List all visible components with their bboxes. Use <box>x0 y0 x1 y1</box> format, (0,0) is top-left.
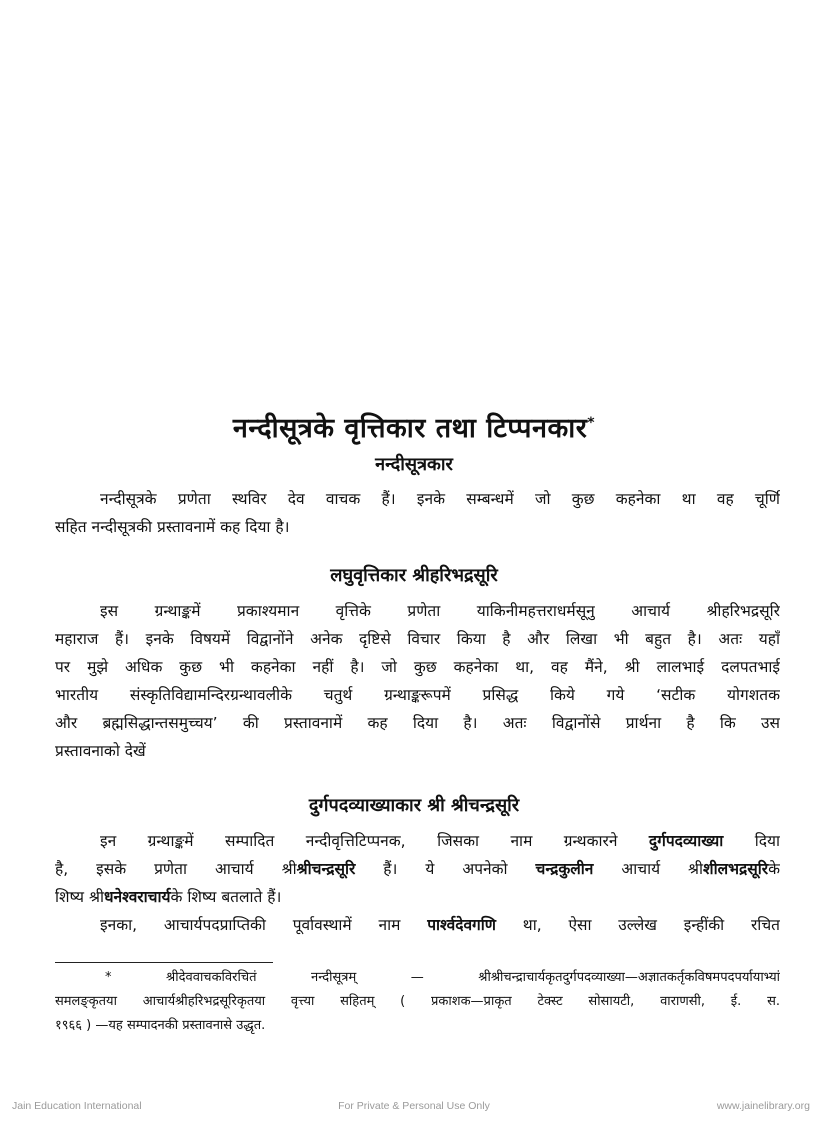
title-footnote-mark: * <box>587 415 596 431</box>
footnote-line: समलङ्कृतया आचार्यश्रीहरिभद्रसूरिकृतया वृत्त्या सहितम् ( प्रकाशक—प्राकृत टेक्स्ट सोसायटी, वाराणसी, ई. स. <box>55 994 780 1009</box>
text-line: नन्दीसूत्रके प्रणेता स्थविर देव वाचक हैं। इनके सम्बन्धमें जो कुछ कहनेका था वह चूर्णि <box>100 490 780 508</box>
text-line: प्रस्तावनाको देखें <box>55 742 146 760</box>
emphasized-name: दुर्गपदव्याख्या <box>648 832 724 850</box>
footnote <box>55 966 780 1038</box>
text-line: महाराज हैं। इनके विषयमें विद्वानोंने अनेक दृष्टिसे विचार किया है और लिखा भी बहुत है। अतः यहाँ <box>55 630 780 648</box>
text-line: भारतीय संस्कृतिविद्यामन्दिरग्रन्थावलीके चतुर्थ ग्रन्थाङ्करूपमें प्रसिद्ध किये गये ‘सटीक योगशतक <box>55 686 780 704</box>
emphasized-name: धनेश्वराचार्य <box>103 888 171 906</box>
page-title <box>0 408 828 445</box>
text-line: इस ग्रन्थाङ्कमें प्रकाश्यमान वृत्तिके प्रणेता याकिनीमहत्तराधर्मसूनु आचार्य श्रीहरिभद्रसूरि <box>100 602 780 620</box>
emphasized-name: शीलभद्रसूरि <box>703 860 769 878</box>
footnote-line: १९६६ ) —यह सम्पादनकी प्रस्तावनासे उद्धृत. <box>55 1018 266 1033</box>
paragraph-durgapadvyakhyakar <box>55 827 780 939</box>
text-line: और ब्रह्मसिद्धान्तसमुच्चय’ की प्रस्तावनामें कह दिया है। अतः विद्वानोंसे प्रार्थना है कि उस <box>55 714 780 732</box>
text-line: सहित नन्दीसूत्रकी प्रस्तावनामें कह दिया है। <box>55 518 290 536</box>
section-heading-laghuvrittikar: लघुवृत्तिकार श्रीहरिभद्रसूरि <box>330 565 498 586</box>
section-heading-nandisutrakar: नन्दीसूत्रकार <box>375 454 453 475</box>
text-line: इनका, आचार्यपदप्राप्तिकी पूर्वावस्थामें नाम पार्श्वदेवगणि था, ऐसा उल्लेख इन्हींकी रचित <box>100 916 780 934</box>
footnote-line: * श्रीदेववाचकविरचितं नन्दीसूत्रम् — श्रीश्रीचन्द्राचार्यकृतदुर्गपदव्याख्या—अज्ञातकर्तृकविषमपदपर्यायाभ्यां <box>105 970 780 985</box>
emphasized-name: चन्द्रकुलीन <box>535 860 594 878</box>
paragraph-laghuvrittikar <box>55 597 780 765</box>
emphasized-name: पार्श्वदेवगणि <box>427 916 497 934</box>
section-heading-durgapadvyakhyakar: दुर्गपदव्याख्याकार श्री श्रीचन्द्रसूरि <box>308 795 520 816</box>
footnote-divider <box>55 962 273 963</box>
text-line: इन ग्रन्थाङ्कमें सम्पादित नन्दीवृत्तिटिप्पनक, जिसका नाम ग्रन्थकारने दुर्गपदव्याख्या दिया <box>100 832 780 850</box>
footer-usage-note: For Private & Personal Use Only <box>338 1100 490 1112</box>
footer-publisher: Jain Education International <box>12 1100 142 1112</box>
footer-website-link[interactable]: www.jainelibrary.org <box>716 1100 810 1112</box>
page-title-text: नन्दीसूत्रके वृत्तिकार तथा टिप्पनकार <box>232 413 588 444</box>
text-line: शिष्य श्रीधनेश्वराचार्यके शिष्य बतलाते हैं। <box>55 888 282 906</box>
emphasized-name: श्रीचन्द्रसूरि <box>296 860 356 878</box>
paragraph-nandisutrakar <box>55 485 780 541</box>
text-line: है, इसके प्रणेता आचार्य श्रीश्रीचन्द्रसूरि हैं। ये अपनेको चन्द्रकुलीन आचार्य श्रीशीलभद्रसूरिके <box>55 860 780 878</box>
text-line: पर मुझे अधिक कुछ भी कहनेका नहीं है। जो कुछ कहनेका था, वह मैंने, श्री लालभाई दलपतभाई <box>55 658 780 676</box>
